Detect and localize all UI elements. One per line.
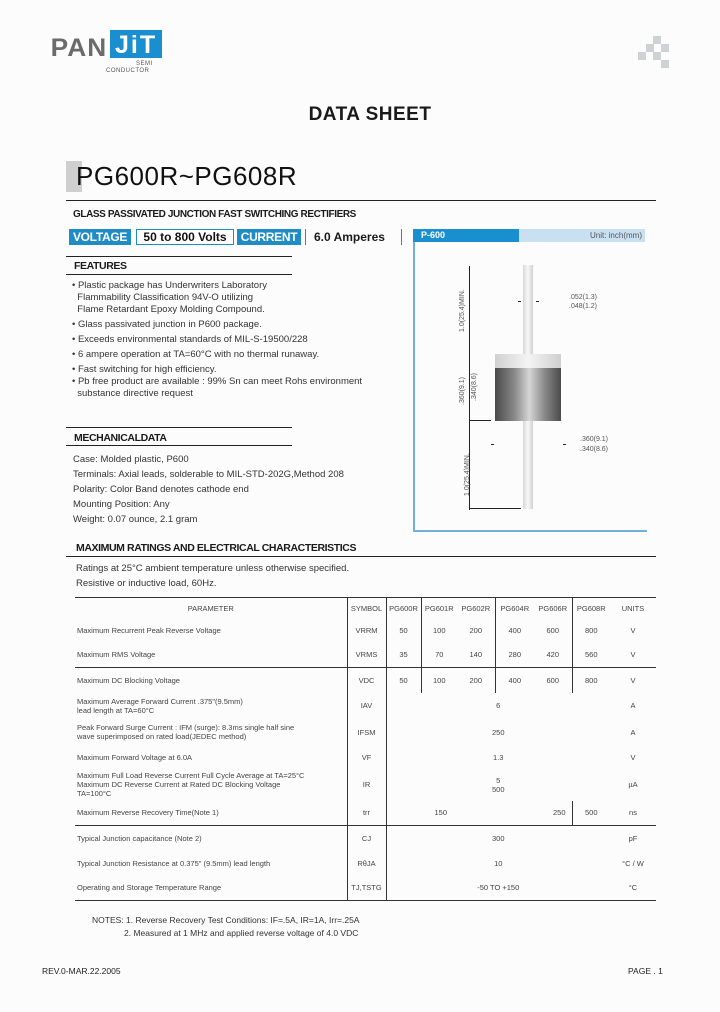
divider xyxy=(66,200,656,201)
feature-item: • 6 ampere operation at TA=60°C with no thermal runaway. xyxy=(72,349,320,360)
dimension-tick xyxy=(518,301,521,302)
param-line: lead length at TA=60°C xyxy=(77,705,155,715)
header-pg600r: PG600R xyxy=(386,598,421,619)
value-cell: 6 xyxy=(386,693,610,719)
feature-item: Flame Retardant Epoxy Molding Compound. xyxy=(72,304,265,315)
divider xyxy=(66,427,292,428)
body-length-label-2: .340(8.6) xyxy=(471,372,478,401)
subtitle: GLASS PASSIVATED JUNCTION FAST SWITCHING RECTIFIERS xyxy=(73,209,356,220)
body-diameter-1: .360(9.1) xyxy=(580,436,609,443)
param-cell xyxy=(75,719,347,746)
logo-pan: PAN xyxy=(50,34,108,62)
symbol-cell: IFSM xyxy=(347,719,386,746)
param-cell: Maximum Recurrent Peak Reverse Voltage xyxy=(77,626,221,635)
unit-cell: V xyxy=(630,675,636,685)
unit-cell: V xyxy=(630,650,636,660)
value-cell: 200 xyxy=(469,675,482,685)
symbol-cell: VRRM xyxy=(347,619,386,643)
table-row xyxy=(75,876,656,901)
table-row xyxy=(75,746,656,769)
value-cell: -50 TO +150 xyxy=(386,876,610,901)
unit-cell: V xyxy=(630,752,636,762)
value-cell: 500 xyxy=(572,801,610,826)
table-row xyxy=(75,693,656,719)
value-cell: 600 xyxy=(546,675,559,685)
value-cell: 800 xyxy=(572,668,610,693)
divider xyxy=(305,229,306,245)
mechanical-item: Terminals: Axial leads, solderable to MIL-STD-202G,Method 208 xyxy=(73,469,344,480)
header-pg604r: PG604R xyxy=(495,598,534,619)
feature-item: • Plastic package has Underwriters Laboratory xyxy=(72,280,268,291)
value-cell: 800 xyxy=(572,619,610,643)
dimension-line xyxy=(469,508,521,509)
package-name: P-600 xyxy=(413,229,519,242)
lead-bottom xyxy=(523,421,533,509)
part-number: PG600R~PG608R xyxy=(76,161,298,191)
header-symbol: SYMBOL xyxy=(347,598,386,619)
lead-diameter-1: .052(1.3) xyxy=(569,294,598,301)
units-label: Unit: inch(mm) xyxy=(519,229,645,242)
note-1: NOTES: 1. Reverse Recovery Test Conditions: IF=.5A, IR=1A, Irr=.25A xyxy=(92,915,360,925)
symbol-cell: IAV xyxy=(347,693,386,719)
header-pg602r: PG602R xyxy=(461,603,491,613)
dimension-tick xyxy=(536,301,539,302)
diode-body xyxy=(495,368,561,421)
value-cell: 100 xyxy=(421,619,457,643)
current-value: 6.0 Amperes xyxy=(314,230,385,244)
symbol-cell: CJ xyxy=(347,826,386,851)
value-cell: 100 xyxy=(421,668,457,693)
value-line: 5 xyxy=(496,775,501,785)
unit-cell: A xyxy=(630,727,636,737)
lead-length-label: 1.0(25.4)MIN. xyxy=(459,289,466,332)
param-line: wave superimposed on rated load(JEDEC method) xyxy=(77,732,247,741)
table-row xyxy=(75,769,656,801)
value-line: 500 xyxy=(491,784,505,794)
feature-item: • Fast switching for high efficiency. xyxy=(72,364,217,375)
header-pg601r: PG601R xyxy=(421,598,457,619)
header-units: UNITS xyxy=(621,603,645,613)
value-cell: 70 xyxy=(421,643,457,668)
value-cell: 35 xyxy=(386,643,421,668)
value-cell xyxy=(386,769,610,801)
divider xyxy=(66,274,292,275)
dimension-tick xyxy=(491,444,494,445)
param-line: Maximum Average Forward Current .375"(9.5mm) xyxy=(77,696,243,706)
unit-cell: °C xyxy=(628,883,638,893)
param-cell: Typical Junction Resistance at 0.375" (9.5mm) lead length xyxy=(77,858,271,868)
divider xyxy=(401,229,402,245)
mechanical-item: Mounting Position: Any xyxy=(73,499,170,510)
param-cell: Operating and Storage Temperature Range xyxy=(77,883,222,893)
mechanical-item: Polarity: Color Band denotes cathode end xyxy=(73,484,249,495)
body-diameter-2: .340(8.6) xyxy=(580,446,609,453)
value-cell: 250 xyxy=(386,719,610,746)
symbol-cell: VDC xyxy=(347,668,386,693)
symbol-cell: RθJA xyxy=(347,851,386,876)
table-row xyxy=(75,668,656,693)
symbol-cell: trr xyxy=(347,801,386,826)
table-row xyxy=(75,643,656,668)
param-line: Maximum DC Reverse Current at Rated DC Blocking Voltage xyxy=(77,780,281,789)
divider xyxy=(66,556,656,557)
value-cell: 600 xyxy=(546,626,559,635)
value-cell: 140 xyxy=(469,650,482,660)
mechanical-item: Case: Molded plastic, P600 xyxy=(73,454,189,465)
ratings-note-1: Ratings at 25°C ambient temperature unless otherwise specified. xyxy=(76,563,350,574)
unit-cell: °C / W xyxy=(622,858,644,868)
divider xyxy=(66,445,292,446)
body-length-label-1: .360(9.1) xyxy=(459,376,466,405)
table-row xyxy=(75,619,656,643)
voltage-value: 50 to 800 Volts xyxy=(136,229,234,245)
symbol-cell: TJ,TSTG xyxy=(347,876,386,901)
value-cell: 50 xyxy=(386,619,421,643)
value-cell: 150 xyxy=(386,801,495,826)
feature-item: • Exceeds environmental standards of MIL-S-19500/228 xyxy=(72,334,308,345)
unit-cell: pF xyxy=(628,833,638,843)
feature-item: • Glass passivated junction in P600 package. xyxy=(72,319,262,330)
unit-cell: µA xyxy=(628,780,638,789)
value-cell: 50 xyxy=(386,668,421,693)
logo-conductor: CONDUCTOR xyxy=(106,68,150,74)
param-line: Maximum Full Load Reverse Current Full Cycle Average at TA=25°C xyxy=(77,771,305,780)
logo-semi: SEMI xyxy=(136,61,153,67)
value-cell: 420 xyxy=(546,650,559,660)
table-row xyxy=(75,801,656,826)
features-heading: FEATURES xyxy=(74,260,127,272)
mechanical-heading: MECHANICALDATA xyxy=(74,432,167,444)
ratings-heading: MAXIMUM RATINGS AND ELECTRICAL CHARACTERISTICS xyxy=(76,542,357,554)
value-cell: 300 xyxy=(386,826,610,851)
diode-body-band xyxy=(495,354,561,368)
voltage-label: VOLTAGE xyxy=(69,229,131,245)
table-row xyxy=(75,826,656,851)
ratings-note-2: Resistive or inductive load, 60Hz. xyxy=(76,578,217,589)
current-label: CURRENT xyxy=(237,229,301,245)
revision: REV.0-MAR.22.2005 xyxy=(42,966,121,976)
lead-length-label-2: 1.0(25.4)MIN. xyxy=(464,453,471,496)
unit-cell: ns xyxy=(629,808,637,818)
param-cell: Maximum RMS Voltage xyxy=(77,650,156,660)
value-cell: 400 xyxy=(495,668,534,693)
feature-item: Flammability Classification 94V-O utilizing xyxy=(72,292,254,303)
page-title: DATA SHEET xyxy=(308,104,432,125)
mechanical-item: Weight: 0.07 ounce, 2.1 gram xyxy=(73,514,198,525)
param-cell: Maximum Reverse Recovery Time(Note 1) xyxy=(77,808,219,818)
header-pg606r: PG606R xyxy=(538,603,568,613)
table-row xyxy=(75,719,656,746)
dimension-line xyxy=(469,420,491,421)
value-cell: 400 xyxy=(495,619,534,643)
value-cell: 200 xyxy=(469,626,482,635)
header-pg608r: PG608R xyxy=(572,598,610,619)
value-cell: 250 xyxy=(552,808,566,818)
param-cell xyxy=(75,769,347,801)
features-list xyxy=(72,280,392,400)
dimension-tick xyxy=(563,444,566,445)
value-cell: 10 xyxy=(386,851,610,876)
lead-diameter-2: .048(1.2) xyxy=(569,303,598,310)
param-cell: Typical Junction capacitance (Note 2) xyxy=(77,833,202,843)
note-2: 2. Measured at 1 MHz and applied reverse voltage of 4.0 VDC xyxy=(124,928,359,938)
symbol-cell: VRMS xyxy=(347,643,386,668)
logo-jit: JiT xyxy=(110,30,162,58)
value-cell: 560 xyxy=(572,643,610,668)
table-header-row xyxy=(75,598,656,619)
table-row xyxy=(75,851,656,876)
param-cell xyxy=(75,693,347,719)
param-cell: Maximum DC Blocking Voltage xyxy=(77,675,180,685)
header-parameter: PARAMETER xyxy=(187,603,234,613)
feature-item: substance directive request xyxy=(72,388,193,399)
value-cell: 280 xyxy=(495,643,534,668)
mechanical-list xyxy=(73,452,344,527)
unit-cell: A xyxy=(630,701,636,710)
param-line: TA=100°C xyxy=(77,789,112,798)
param-line: Peak Forward Surge Current : IFM (surge): 8.3ms single half sine xyxy=(77,723,295,732)
feature-item: • Pb free product are available : 99% Sn can meet Rohs environment xyxy=(72,376,363,387)
unit-cell: V xyxy=(630,626,636,635)
lead-top xyxy=(523,265,533,355)
ratings-table xyxy=(75,597,656,901)
param-cell: Maximum Forward Voltage at 6.0A xyxy=(77,752,193,762)
symbol-cell: VF xyxy=(347,746,386,769)
divider xyxy=(66,256,292,257)
page-number: PAGE . 1 xyxy=(628,966,663,976)
value-cell: 1.3 xyxy=(386,746,610,769)
symbol-cell: IR xyxy=(347,769,386,801)
